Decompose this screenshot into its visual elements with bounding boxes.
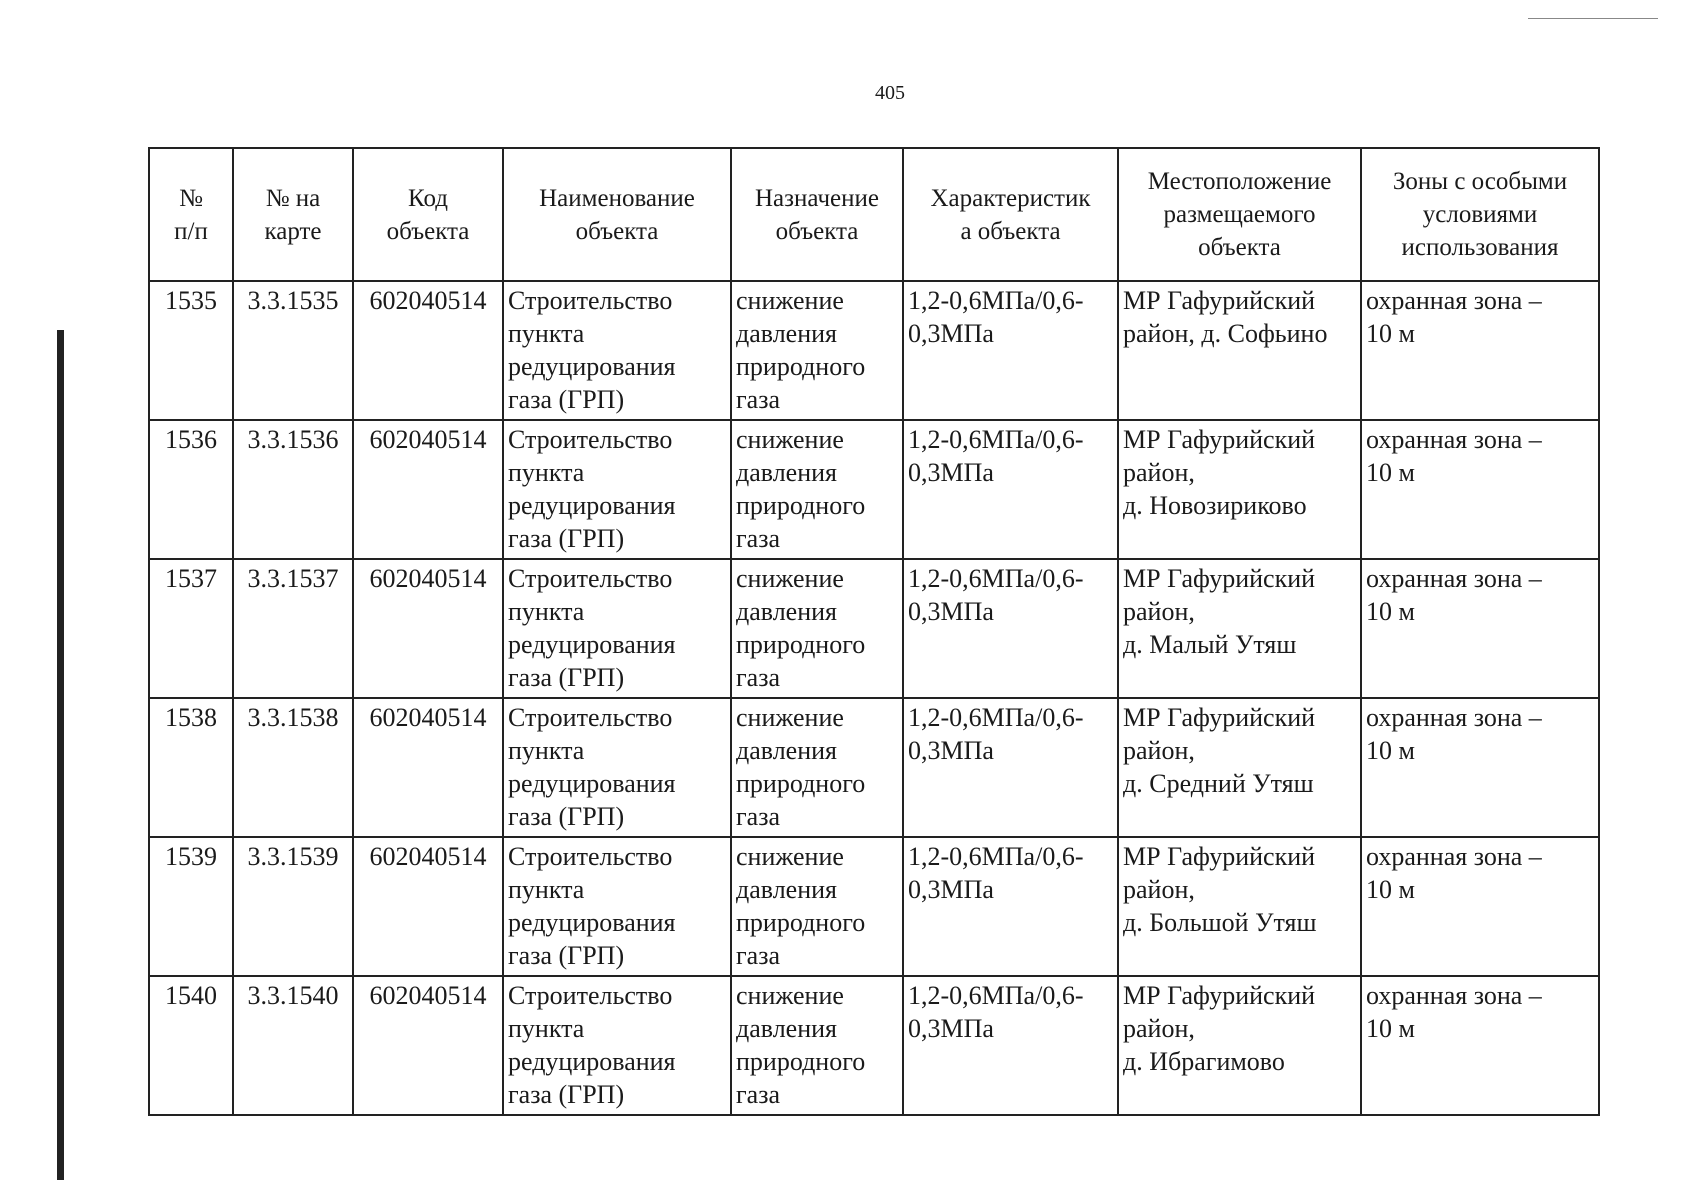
cell-characteristic: [903, 976, 1118, 1115]
cell-line: снижение: [736, 564, 844, 593]
cell-line: природного: [736, 769, 866, 798]
cell-line: газа: [736, 385, 781, 414]
cell-code: 602040514: [353, 698, 503, 837]
cell-characteristic: [903, 281, 1118, 420]
cell-code: 602040514: [353, 559, 503, 698]
objects-table: [148, 147, 1600, 1116]
cell-line: район,: [1123, 458, 1195, 487]
cell-location: [1118, 976, 1361, 1115]
cell-line: природного: [736, 630, 866, 659]
cell-name: [503, 420, 731, 559]
cell-line: МР Гафурийский: [1123, 703, 1316, 732]
cell-line: д. Большой Утяш: [1123, 908, 1317, 937]
cell-line: 10 м: [1366, 319, 1415, 348]
header-line: Назначение: [754, 184, 880, 212]
cell-line: Строительство: [508, 425, 673, 454]
cell-line: снижение: [736, 981, 844, 1010]
cell-map-no: 3.3.1540: [233, 976, 353, 1115]
cell-code: 602040514: [353, 976, 503, 1115]
cell-zone: [1361, 281, 1599, 420]
cell-location: [1118, 698, 1361, 837]
cell-num: 1538: [149, 698, 233, 837]
cell-line: МР Гафурийский: [1123, 842, 1316, 871]
cell-num: 1537: [149, 559, 233, 698]
cell-line: пункта: [508, 1014, 585, 1043]
header-purpose: [731, 148, 903, 281]
cell-line: район,: [1123, 1014, 1195, 1043]
cell-num: 1535: [149, 281, 233, 420]
cell-line: газа (ГРП): [508, 802, 625, 831]
cell-purpose: [731, 281, 903, 420]
cell-purpose: [731, 420, 903, 559]
cell-line: снижение: [736, 703, 844, 732]
cell-line: район,: [1123, 875, 1195, 904]
cell-line: редуцирования: [508, 908, 676, 937]
header-line: Наименование: [539, 184, 695, 212]
cell-zone: [1361, 698, 1599, 837]
cell-line: МР Гафурийский: [1123, 564, 1316, 593]
cell-line: газа (ГРП): [508, 385, 625, 414]
page-number: 405: [875, 82, 905, 104]
table-header-row: [149, 148, 1599, 281]
header-zone: [1361, 148, 1599, 281]
cell-zone: [1361, 837, 1599, 976]
cell-line: 0,3МПа: [908, 597, 994, 626]
cell-zone: [1361, 559, 1599, 698]
cell-line: газа (ГРП): [508, 1080, 625, 1109]
header-line: карте: [264, 217, 322, 245]
cell-line: пункта: [508, 875, 585, 904]
header-code: [353, 148, 503, 281]
cell-line: 10 м: [1366, 458, 1415, 487]
cell-line: 1,2-0,6МПа/0,6-: [908, 703, 1084, 732]
cell-line: 1,2-0,6МПа/0,6-: [908, 286, 1084, 315]
cell-zone: [1361, 976, 1599, 1115]
cell-code: 602040514: [353, 420, 503, 559]
cell-line: редуцирования: [508, 352, 676, 381]
table-row: [149, 837, 1599, 976]
cell-line: снижение: [736, 842, 844, 871]
cell-line: давления: [736, 597, 838, 626]
cell-line: газа: [736, 802, 781, 831]
cell-line: охранная зона –: [1366, 981, 1542, 1010]
cell-line: пункта: [508, 597, 585, 626]
header-line: условиями: [1422, 201, 1538, 228]
cell-line: 0,3МПа: [908, 319, 994, 348]
header-line: Характеристик: [930, 184, 1091, 212]
cell-purpose: [731, 976, 903, 1115]
cell-code: 602040514: [353, 837, 503, 976]
cell-line: д. Средний Утяш: [1123, 769, 1314, 798]
cell-line: давления: [736, 458, 838, 487]
header-name: [503, 148, 731, 281]
cell-line: газа (ГРП): [508, 941, 625, 970]
cell-location: [1118, 281, 1361, 420]
cell-location: [1118, 559, 1361, 698]
table-row: [149, 420, 1599, 559]
cell-line: природного: [736, 352, 866, 381]
cell-map-no: 3.3.1537: [233, 559, 353, 698]
cell-line: охранная зона –: [1366, 425, 1542, 454]
header-line: Местоположение: [1147, 168, 1332, 195]
cell-line: 0,3МПа: [908, 458, 994, 487]
cell-line: район,: [1123, 736, 1195, 765]
cell-line: МР Гафурийский: [1123, 286, 1316, 315]
cell-line: давления: [736, 875, 838, 904]
cell-line: 1,2-0,6МПа/0,6-: [908, 564, 1084, 593]
cell-line: редуцирования: [508, 769, 676, 798]
header-line: объекта: [775, 217, 859, 245]
cell-num: 1539: [149, 837, 233, 976]
table-row: [149, 698, 1599, 837]
cell-line: газа (ГРП): [508, 663, 625, 692]
header-line: №: [179, 184, 203, 212]
cell-line: 10 м: [1366, 736, 1415, 765]
cell-line: газа (ГРП): [508, 524, 625, 553]
cell-line: охранная зона –: [1366, 703, 1542, 732]
header-line: № на: [265, 184, 321, 212]
cell-map-no: 3.3.1535: [233, 281, 353, 420]
cell-line: снижение: [736, 286, 844, 315]
header-line: размещаемого: [1163, 201, 1316, 228]
top-rule: [1528, 18, 1658, 19]
cell-line: д. Новозириково: [1123, 491, 1307, 520]
cell-name: [503, 837, 731, 976]
cell-line: пункта: [508, 319, 585, 348]
cell-characteristic: [903, 559, 1118, 698]
header-num: [149, 148, 233, 281]
cell-characteristic: [903, 698, 1118, 837]
cell-line: 1,2-0,6МПа/0,6-: [908, 842, 1084, 871]
cell-line: Строительство: [508, 286, 673, 315]
cell-location: [1118, 837, 1361, 976]
cell-name: [503, 976, 731, 1115]
cell-characteristic: [903, 420, 1118, 559]
cell-line: давления: [736, 319, 838, 348]
cell-line: МР Гафурийский: [1123, 425, 1316, 454]
cell-purpose: [731, 698, 903, 837]
cell-map-no: 3.3.1538: [233, 698, 353, 837]
cell-line: редуцирования: [508, 630, 676, 659]
cell-name: [503, 698, 731, 837]
cell-line: пункта: [508, 736, 585, 765]
cell-name: [503, 559, 731, 698]
cell-line: редуцирования: [508, 1047, 676, 1076]
cell-line: редуцирования: [508, 491, 676, 520]
cell-line: Строительство: [508, 842, 673, 871]
table-row: [149, 281, 1599, 420]
header-line: использования: [1401, 234, 1559, 261]
cell-line: природного: [736, 908, 866, 937]
header-line: Зоны с особыми: [1392, 168, 1568, 195]
cell-line: Строительство: [508, 564, 673, 593]
cell-name: [503, 281, 731, 420]
cell-map-no: 3.3.1539: [233, 837, 353, 976]
cell-line: Строительство: [508, 981, 673, 1010]
cell-line: давления: [736, 1014, 838, 1043]
cell-line: газа: [736, 663, 781, 692]
cell-line: район, д. Софьино: [1123, 319, 1328, 348]
header-line: а объекта: [960, 217, 1061, 245]
cell-line: 0,3МПа: [908, 736, 994, 765]
cell-zone: [1361, 420, 1599, 559]
header-location: [1118, 148, 1361, 281]
cell-location: [1118, 420, 1361, 559]
table-row: [149, 559, 1599, 698]
cell-line: 1,2-0,6МПа/0,6-: [908, 425, 1084, 454]
cell-line: 10 м: [1366, 875, 1415, 904]
cell-purpose: [731, 837, 903, 976]
cell-line: д. Ибрагимово: [1123, 1047, 1285, 1076]
cell-line: охранная зона –: [1366, 842, 1542, 871]
cell-line: 0,3МПа: [908, 875, 994, 904]
cell-line: район,: [1123, 597, 1195, 626]
cell-purpose: [731, 559, 903, 698]
cell-line: 10 м: [1366, 597, 1415, 626]
cell-line: давления: [736, 736, 838, 765]
cell-line: 10 м: [1366, 1014, 1415, 1043]
cell-line: природного: [736, 1047, 866, 1076]
table-body: [149, 281, 1599, 1115]
cell-line: 0,3МПа: [908, 1014, 994, 1043]
table-row: [149, 976, 1599, 1115]
header-line: Код: [408, 184, 448, 212]
cell-line: снижение: [736, 425, 844, 454]
cell-characteristic: [903, 837, 1118, 976]
cell-code: 602040514: [353, 281, 503, 420]
cell-line: газа: [736, 1080, 781, 1109]
cell-line: газа: [736, 941, 781, 970]
header-line: объекта: [386, 217, 470, 245]
cell-num: 1536: [149, 420, 233, 559]
cell-line: газа: [736, 524, 781, 553]
scan-margin-bar: [57, 330, 64, 1180]
header-characteristic: [903, 148, 1118, 281]
cell-line: Строительство: [508, 703, 673, 732]
header-line: объекта: [575, 217, 659, 245]
cell-line: охранная зона –: [1366, 286, 1542, 315]
header-line: объекта: [1198, 234, 1281, 261]
cell-line: охранная зона –: [1366, 564, 1542, 593]
cell-line: д. Малый Утяш: [1123, 630, 1297, 659]
cell-line: 1,2-0,6МПа/0,6-: [908, 981, 1084, 1010]
header-line: п/п: [174, 217, 208, 245]
cell-line: пункта: [508, 458, 585, 487]
cell-map-no: 3.3.1536: [233, 420, 353, 559]
header-map-no: [233, 148, 353, 281]
cell-line: МР Гафурийский: [1123, 981, 1316, 1010]
cell-num: 1540: [149, 976, 233, 1115]
cell-line: природного: [736, 491, 866, 520]
